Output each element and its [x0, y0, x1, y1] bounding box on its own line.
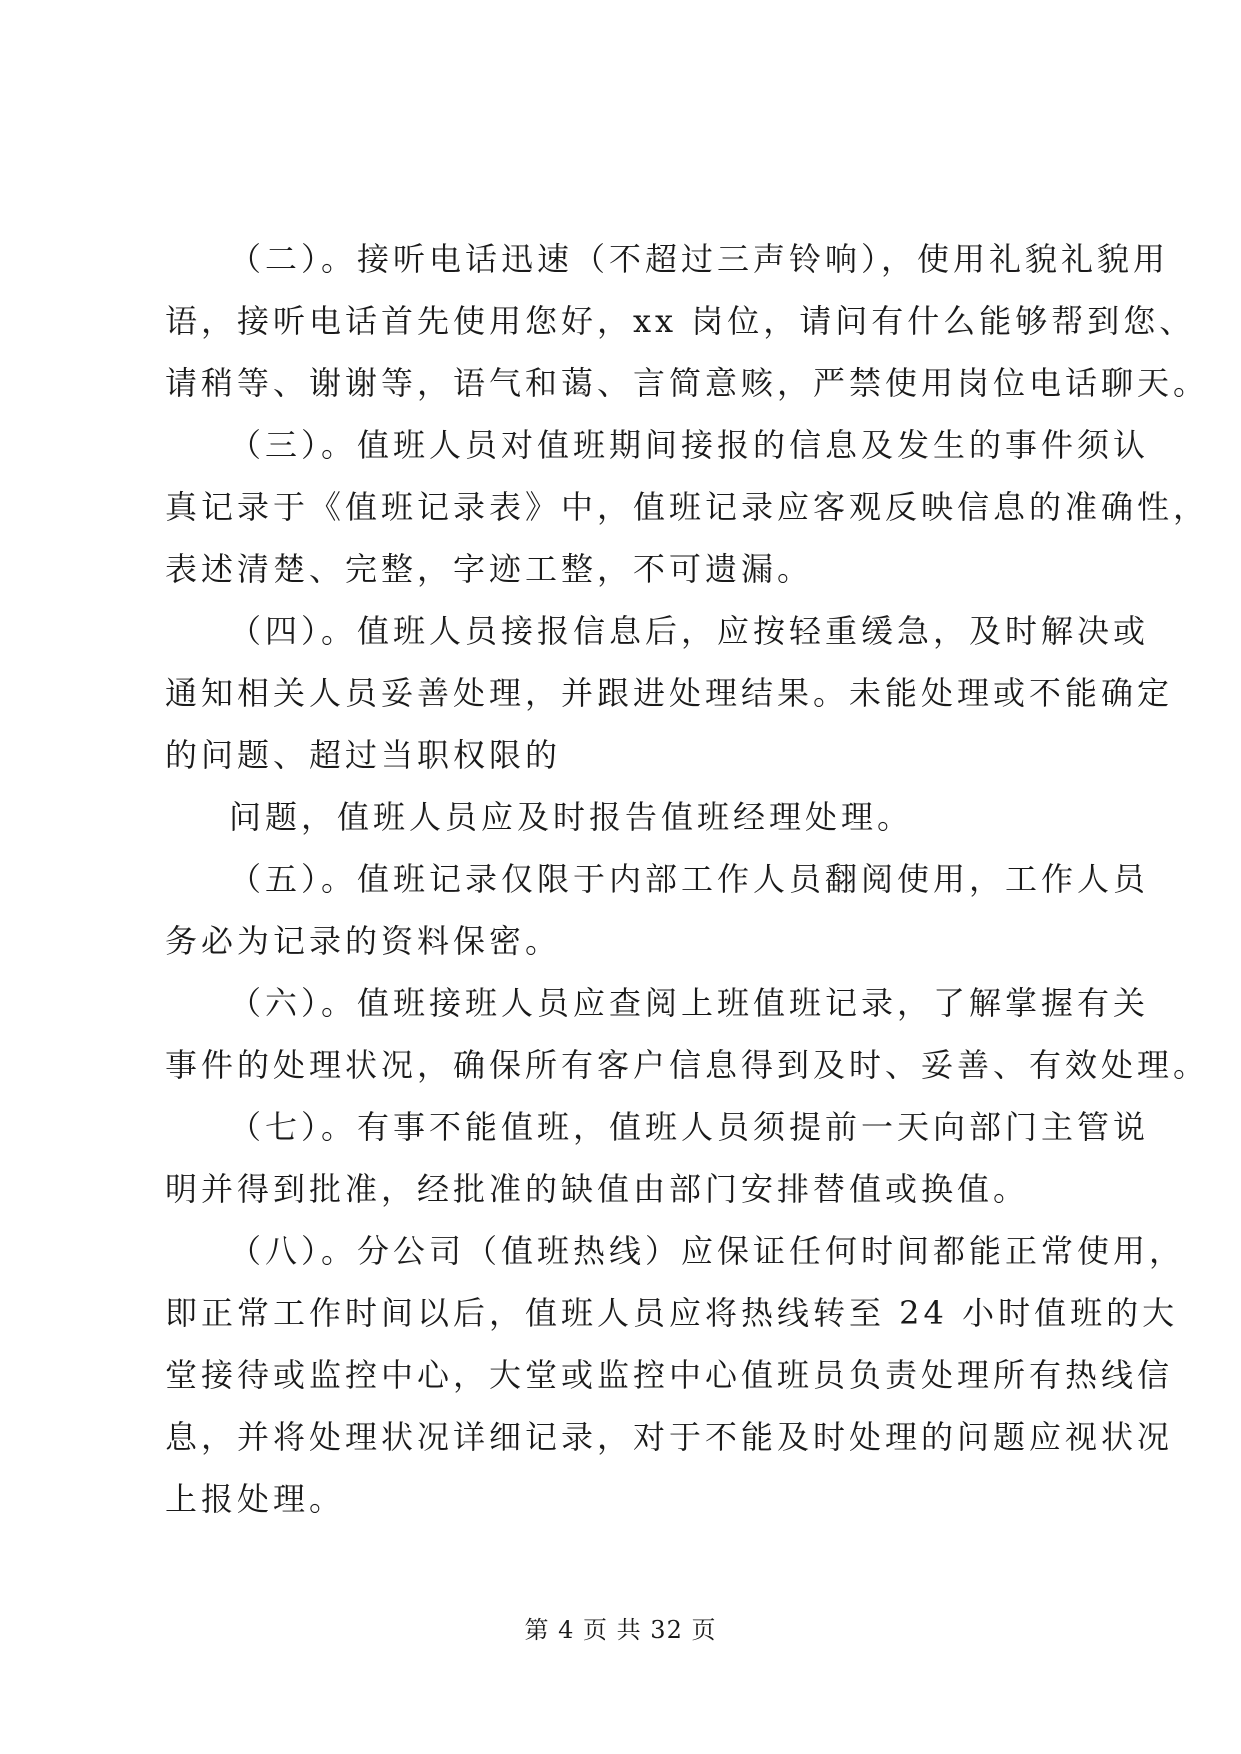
page-footer: 第 4 页 共 32 页 [524, 1616, 717, 1644]
text-line: （四）。值班人员接报信息后，应按轻重缓急，及时解决或 [229, 612, 1150, 650]
text-line: 语，接听电话首先使用您好，xx 岗位，请问有什么能够帮到您、 [165, 302, 1196, 340]
text-line: 堂接待或监控中心，大堂或监控中心值班员负责处理所有热线信 [165, 1356, 1174, 1394]
text-line: 明并得到批准，经批准的缺值由部门安排替值或换值。 [165, 1170, 1030, 1208]
text-line: 表述清楚、完整，字迹工整，不可遗漏。 [165, 550, 814, 588]
text-line: 即正常工作时间以后，值班人员应将热线转至 24 小时值班的大 [165, 1294, 1179, 1332]
text-line: （八）。分公司（值班热线）应保证任何时间都能正常使用， [229, 1232, 1186, 1270]
text-line: （二）。接听电话迅速（不超过三声铃响），使用礼貌礼貌用 [229, 240, 1170, 278]
text-line: （七）。有事不能值班，值班人员须提前一天向部门主管说 [229, 1108, 1150, 1146]
text-line: 息，并将处理状况详细记录，对于不能及时处理的问题应视状况 [165, 1418, 1174, 1456]
text-line: 事件的处理状况，确保所有客户信息得到及时、妥善、有效处理。 [165, 1046, 1210, 1084]
text-line: （六）。值班接班人员应查阅上班值班记录，了解掌握有关 [229, 984, 1150, 1022]
document-body [165, 228, 1210, 1530]
text-line: 务必为记录的资料保密。 [165, 922, 562, 960]
text-line: （三）。值班人员对值班期间接报的信息及发生的事件须认 [229, 426, 1150, 464]
text-line: 真记录于《值班记录表》中，值班记录应客观反映信息的准确性， [165, 488, 1210, 526]
text-line: （五）。值班记录仅限于内部工作人员翻阅使用，工作人员 [229, 860, 1150, 898]
text-line: 问题，值班人员应及时报告值班经理处理。 [229, 798, 914, 836]
text-line: 的问题、超过当职权限的 [165, 736, 562, 774]
text-line: 上报处理。 [165, 1480, 346, 1518]
text-line: 通知相关人员妥善处理，并跟进处理结果。未能处理或不能确定 [165, 674, 1174, 712]
text-line: 请稍等、谢谢等，语气和蔼、言简意赅，严禁使用岗位电话聊天。 [165, 364, 1210, 402]
